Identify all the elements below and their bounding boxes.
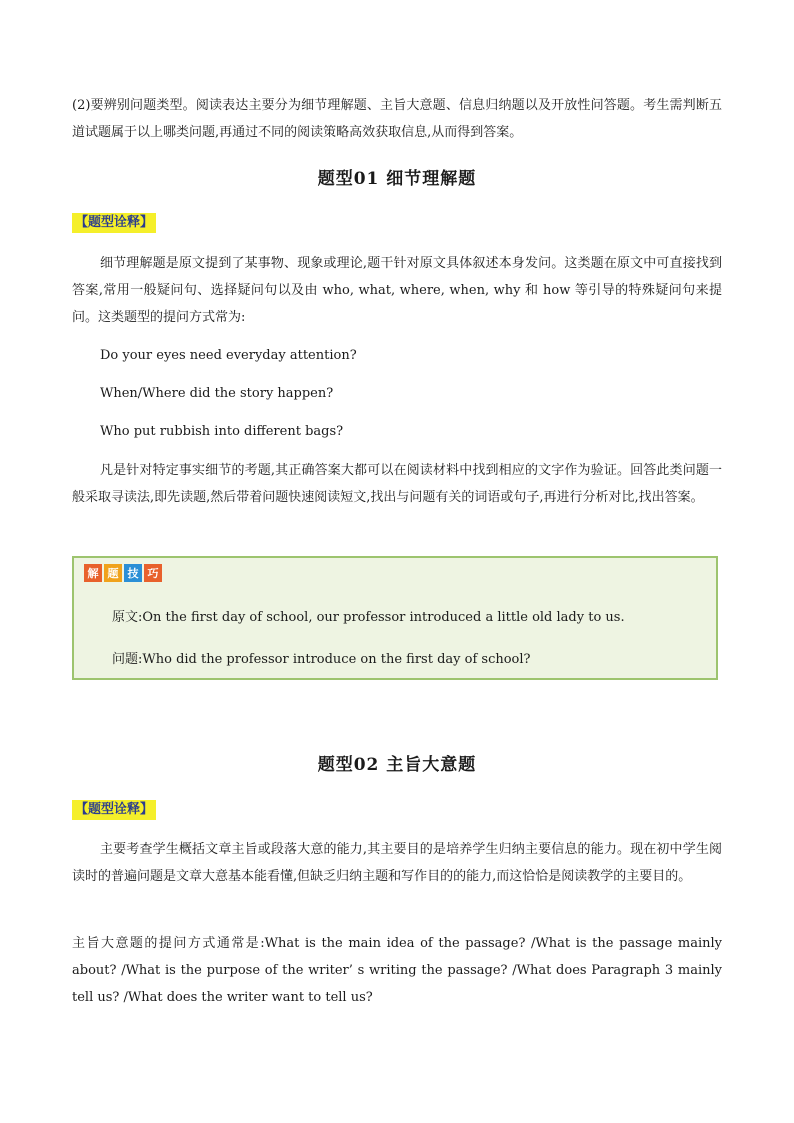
section1-paragraph-2: 凡是针对特定事实细节的考题,其正确答案大都可以在阅读材料中找到相应的文字作为验证。回答此类问题一般采取寻读法,即先读题,然后带着问题快速阅读短文,找出与问题有关的词语或句子,再进行分析对比,找出答案。	[72, 463, 722, 505]
section2-paragraph-2: 主旨大意题的提问方式通常是:What is the main idea of the passage? /What is the passage mainly about? /What is the purpose of the writer’ s writing the passage? /What does Paragraph 3 mainly tell us? /What does the writer want to tell us?	[72, 936, 722, 1005]
tip-box	[72, 556, 718, 680]
tip-badge: 解	[84, 564, 102, 582]
example-question-3: Who put rubbish into different bags?	[100, 424, 344, 439]
tip-badge: 题	[104, 564, 122, 582]
section2-tag: 【题型诠释】	[72, 800, 156, 820]
tip-original-text: 原文:On the first day of school, our professor introduced a little old lady to us.	[112, 610, 625, 625]
section2-title: 题型02 主旨大意题	[317, 755, 477, 775]
tip-question-text: 问题:Who did the professor introduce on the first day of school?	[112, 652, 531, 667]
section1-title: 题型01 细节理解题	[317, 169, 477, 189]
intro-paragraph: (2)要辨别问题类型。阅读表达主要分为细节理解题、主旨大意题、信息归纳题以及开放性问答题。考生需判断五道试题属于以上哪类问题,再通过不同的阅读策略高效获取信息,从而得到答案。	[72, 98, 722, 140]
section2-paragraph-1: 主要考查学生概括文章主旨或段落大意的能力,其主要目的是培养学生归纳主要信息的能力。现在初中学生阅读时的普遍问题是文章大意基本能看懂,但缺乏归纳主题和写作目的的能力,而这恰恰是阅读教学的主要目的。	[72, 842, 722, 884]
section1-paragraph-1: 细节理解题是原文提到了某事物、现象或理论,题干针对原文具体叙述本身发问。这类题在原文中可直接找到答案,常用一般疑问句、选择疑问句以及由 who, what, where, when, why 和 how 等引导的特殊疑问句来提问。这类题型的提问方式常为:	[72, 256, 722, 325]
example-question-2: When/Where did the story happen?	[100, 386, 334, 401]
tip-badges	[84, 564, 162, 582]
example-question-1: Do your eyes need everyday attention?	[100, 348, 357, 363]
tip-badge: 技	[124, 564, 142, 582]
section1-tag: 【题型诠释】	[72, 213, 156, 233]
tip-badge: 巧	[144, 564, 162, 582]
